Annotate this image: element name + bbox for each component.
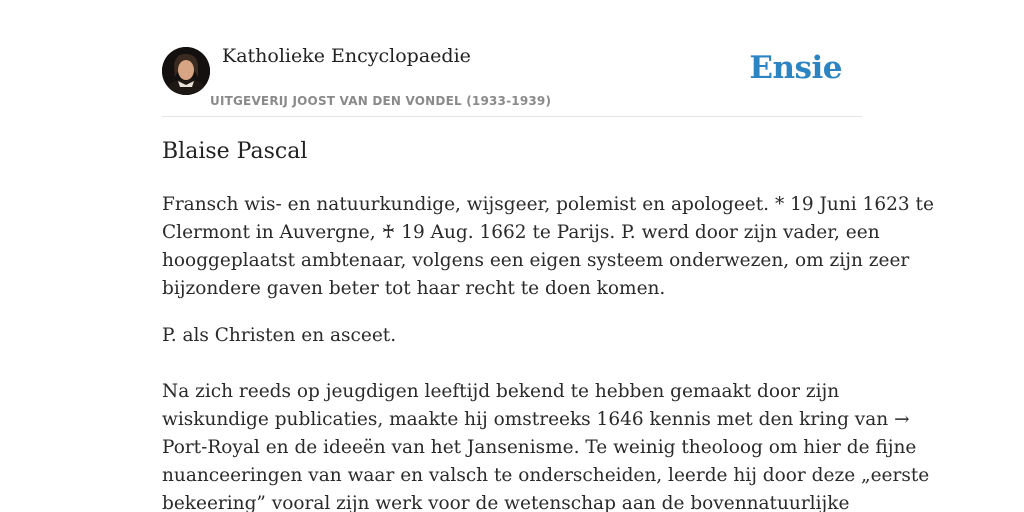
article-paragraph-section xyxy=(162,378,930,512)
paragraph-line: Fransch wis- en natuurkundige, wijsgeer, polemist en apologeet. * 19 Juni 1623 te xyxy=(162,194,934,215)
portrait-avatar-icon[interactable] xyxy=(162,47,210,95)
paragraph-line: hooggeplaatst ambtenaar, volgens een eigen systeem onderwezen, om zijn zeer xyxy=(162,250,910,271)
paragraph-line: bekeering” vooral zijn werk voor de wetenschap aan de bovennatuurlijke xyxy=(162,493,850,512)
publisher-label: UITGEVERIJ JOOST VAN DEN VONDEL (1933-1939) xyxy=(210,94,552,108)
paragraph-line: Port-Royal en de ideeën van het Jansenisme. Te weinig theoloog om hier de fijne xyxy=(162,437,917,458)
paragraph-line: bijzondere gaven beter tot haar recht te doen komen. xyxy=(162,278,666,299)
site-title[interactable]: Katholieke Encyclopaedie xyxy=(222,45,471,67)
paragraph-line-with-link[interactable]: wiskundige publicaties, maakte hij omstreeks 1646 kennis met den kring van → xyxy=(162,409,910,430)
article-paragraph-intro xyxy=(162,191,934,303)
site-header xyxy=(162,0,862,117)
paragraph-line: Clermont in Auvergne, ♰ 19 Aug. 1662 te Parijs. P. werd door zijn vader, een xyxy=(162,222,880,243)
article-title: Blaise Pascal xyxy=(162,139,308,164)
paragraph-line: nuanceeringen van waar en valsch te onderscheiden, leerde hij door deze „eerste xyxy=(162,465,930,486)
brand-logo[interactable]: Ensie xyxy=(749,50,842,86)
paragraph-line: Na zich reeds op jeugdigen leeftijd bekend te hebben gemaakt door zijn xyxy=(162,381,840,402)
section-heading: P. als Christen en asceet. xyxy=(162,325,397,346)
